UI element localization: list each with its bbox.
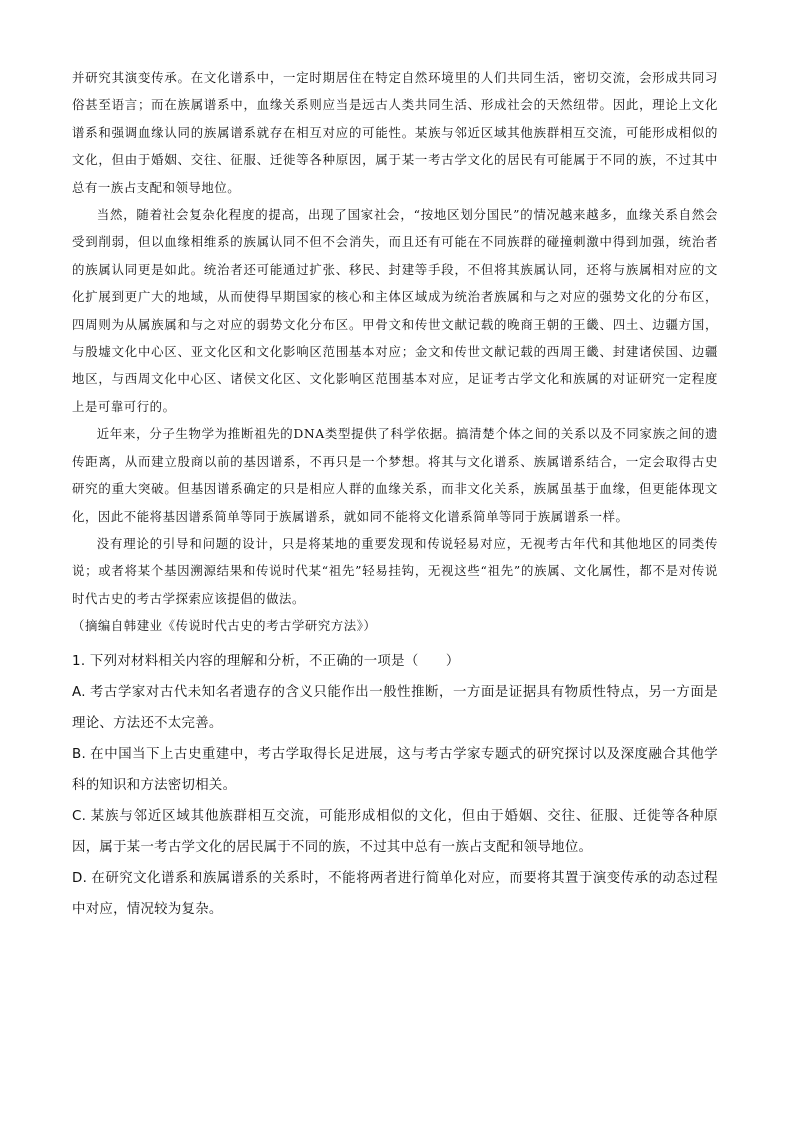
option-a (72, 677, 718, 739)
option-b (72, 739, 718, 801)
passage-source: （摘编自韩建业《传说时代古史的考古学研究方法》） (72, 618, 377, 634)
passage-paragraph-3: 近年来，分子生物学为推断祖先的DNA类型提供了科学依据。搞清楚个体之间的关系以及不同家族之间的遗传距离，从而建立殷商以前的基因谱系，不再只是一个梦想。将其与文化谱系、族属谱系结合，一定会取得古史研究的重大突破。但基因谱系确定的只是相应人群的血缘关系，而非文化关系，族属虽基于血缘，但更能体现文化，因此不能将基因谱系简单等同于族属谱系，就如同不能将文化谱系简单等同于族属谱系一样。 (72, 426, 718, 524)
question-stem: 1. 下列对材料相关内容的理解和分析，不正确的一项是（ ） (72, 653, 460, 669)
option-c (72, 801, 718, 863)
option-text: 考古学家对古代未知名者遗存的含义只能作出一般性推断，一方面是证据具有物质性特点，另一方面是理论、方法还不太完善。 (72, 684, 718, 731)
option-text: 某族与邻近区域其他族群相互交流，可能形成相似的文化，但由于婚姻、交往、征服、迁徙等各种原因，属于某一考古学文化的居民属于不同的族，不过其中总有一族占支配和领导地位。 (72, 808, 718, 855)
option-text: 在中国当下上古史重建中，考古学取得长足进展，这与考古学家专题式的研究探讨以及深度融合其他学科的知识和方法密切相关。 (72, 746, 718, 793)
option-letter: B. (72, 746, 87, 762)
option-d (72, 863, 718, 925)
page-content (72, 64, 718, 925)
option-letter: A. (72, 684, 86, 700)
passage-paragraph-1: 并研究其演变传承。在文化谱系中，一定时期居住在特定自然环境里的人们共同生活，密切交流，会形成共同习俗甚至语言；而在族属谱系中，血缘关系则应当是远古人类共同生活、形成社会的天然纽带。因此，理论上文化谱系和强调血缘认同的族属谱系就存在相互对应的可能性。某族与邻近区域其他族群相互交流，可能形成相似的文化，但由于婚姻、交往、征服、迁徙等各种原因，属于某一考古学文化的居民有可能属于不同的族，不过其中总有一族占支配和领导地位。 (72, 70, 718, 195)
option-letter: C. (72, 808, 87, 824)
question-1 (72, 646, 718, 925)
reading-passage (72, 64, 718, 640)
option-text: 在研究文化谱系和族属谱系的关系时，不能将两者进行简单化对应，而要将其置于演变传承的动态过程中对应，情况较为复杂。 (72, 870, 718, 917)
passage-paragraph-2: 当然，随着社会复杂化程度的提高，出现了国家社会，“按地区划分国民”的情况越来越多，血缘关系自然会受到削弱，但以血缘相维系的族属认同不但不会消失，而且还有可能在不同族群的碰撞刺激中得到加强，统治者的族属认同更是如此。统治者还可能通过扩张、移民、封建等手段，不但将其族属认同，还将与族属相对应的文化扩展到更广大的地域，从而使得早期国家的核心和主体区域成为统治者族属和与之对应的强势文化的分布区，四周则为从属族属和与之对应的弱势文化分布区。甲骨文和传世文献记载的晚商王朝的王畿、四土、边疆方国，与殷墟文化中心区、亚文化区和文化影响区范围基本对应；金文和传世文献记载的西周王畿、封建诸侯国、边疆地区，与西周文化中心区、诸侯文化区、文化影响区范围基本对应，足证考古学文化和族属的对证研究一定程度上是可靠可行的。 (72, 207, 718, 414)
passage-paragraph-4: 没有理论的引导和问题的设计，只是将某地的重要发现和传说轻易对应，无视考古年代和其他地区的同类传说；或者将某个基因溯源结果和传说时代某“祖先”轻易挂钩，无视这些“祖先”的族属、文化属性，都不是对传说时代古史的考古学探索应该提倡的做法。 (72, 535, 718, 606)
option-letter: D. (72, 870, 88, 886)
